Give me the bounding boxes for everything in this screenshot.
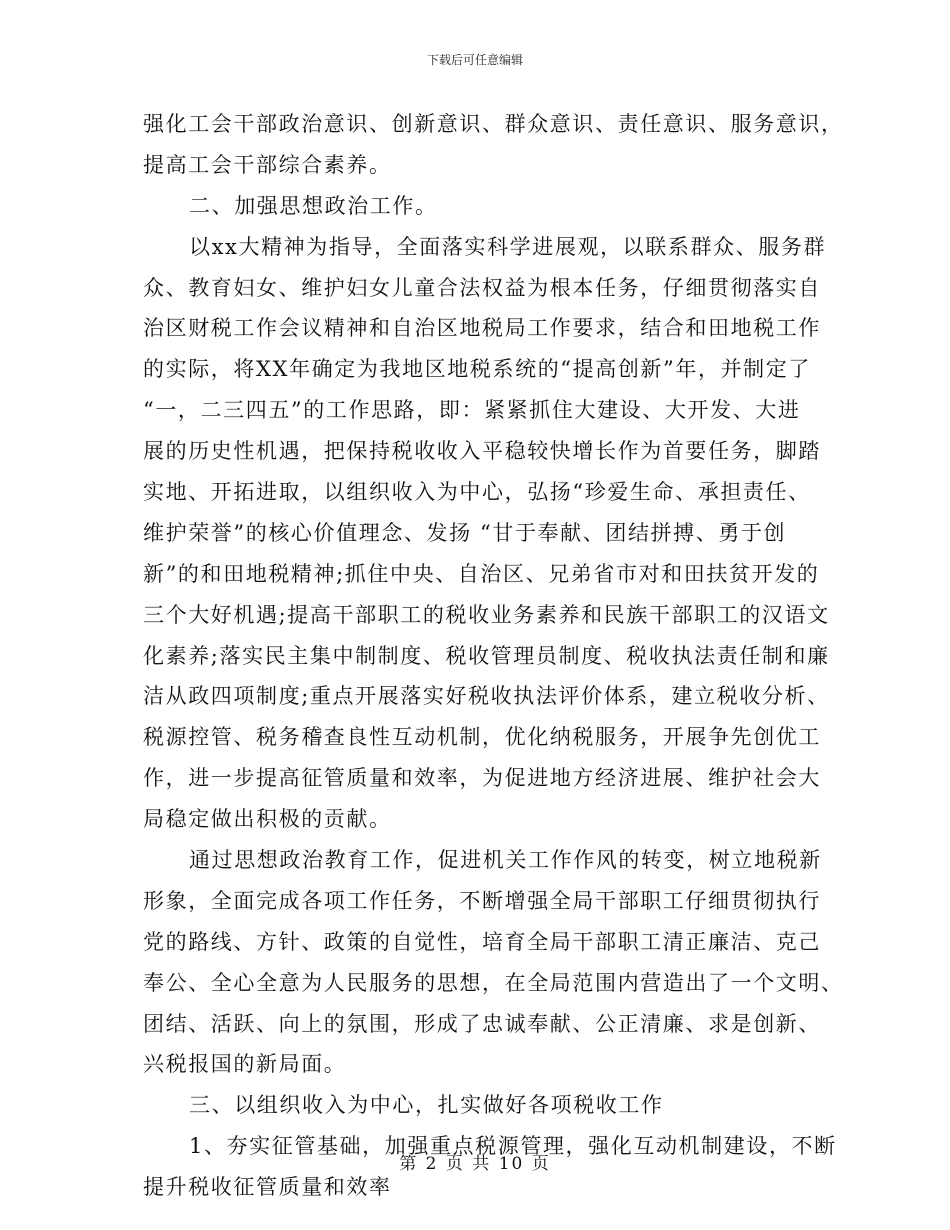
body-text-line: 通过思想政治教育工作，促进机关工作作风的转变，树立地税新 [189, 848, 822, 873]
body-text-line: 提高工会干部综合素养。 [143, 152, 392, 177]
body-text-line: 二、加强思想政治工作。 [189, 193, 438, 218]
body-text-line: 维护荣誉”的核心价值理念、发扬 “甘于奉献、团结拼搏、勇于创 [143, 520, 787, 545]
body-text-line: 展的历史性机遇，把保持税收收入平稳较快增长作为首要任务，脚踏 [143, 439, 821, 464]
body-text-line: “一，二三四五”的工作思路，即：紧紧抓住大建设、大开发、大进 [143, 398, 801, 423]
body-text-line: 众、教育妇女、维护妇女儿童合法权益为根本任务，仔细贯彻落实自 [143, 275, 821, 300]
body-text-line: 提升税收征管质量和效率 [143, 1175, 392, 1200]
page-footer: 第 2 页 共 10 页 [399, 1154, 551, 1174]
body-text-line: 奉公、全心全意为人民服务的思想，在全局范围内营造出了一个文明、 [143, 970, 844, 995]
body-text-line: 局稳定做出积极的贡献。 [143, 807, 392, 832]
body-text-line: 作，进一步提高征管质量和效率，为促进地方经济进展、维护社会大 [143, 766, 821, 791]
body-text-line: 的实际，将XX年确定为我地区地税系统的“提高创新”年，并制定了 [143, 357, 811, 382]
body-text-line: 形象，全面完成各项工作任务，不断增强全局干部职工仔细贯彻执行 [143, 888, 821, 913]
body-text-line: 洁从政四项制度;重点开展落实好税收执法评价体系，建立税收分析、 [143, 684, 830, 709]
body-text-line: 化素养;落实民主集中制制度、税收管理员制度、税收执法责任制和廉 [143, 643, 830, 668]
body-text-line: 强化工会干部政治意识、创新意识、群众意识、责任意识、服务意识， [143, 112, 844, 136]
body-text-line: 新”的和田地税精神;抓住中央、自治区、兄弟省市对和田扶贫开发的 [143, 561, 820, 586]
body-text-line: 三个大好机遇;提高干部职工的税收业务素养和民族干部职工的汉语文 [143, 602, 830, 627]
document-body [143, 104, 844, 1208]
body-text-line: 治区财税工作会议精神和自治区地税局工作要求，结合和田地税工作 [143, 316, 821, 341]
body-text-line: 团结、活跃、向上的氛围，形成了忠诚奉献、公正清廉、求是创新、 [143, 1011, 821, 1036]
body-text-line: 党的路线、方针、政策的自觉性，培育全局干部职工清正廉洁、克己 [143, 929, 821, 954]
body-text-line: 兴税报国的新局面。 [143, 1052, 347, 1077]
body-text-line: 1、夯实征管基础，加强重点税源管理，强化互动机制建设，不断 [189, 1134, 837, 1159]
body-text-line: 税源控管、税务稽查良性互动机制，优化纳税服务，开展争先创优工 [143, 725, 821, 750]
body-text-line: 以xx大精神为指导，全面落实科学进展观，以联系群众、服务群 [189, 234, 827, 259]
page-header: 下载后可任意编辑 [426, 53, 523, 67]
body-text-line: 三、以组织收入为中心，扎实做好各项税收工作 [189, 1093, 664, 1118]
body-text-line: 实地、开拓进取，以组织收入为中心，弘扬“珍爱生命、承担责任、 [143, 480, 811, 505]
